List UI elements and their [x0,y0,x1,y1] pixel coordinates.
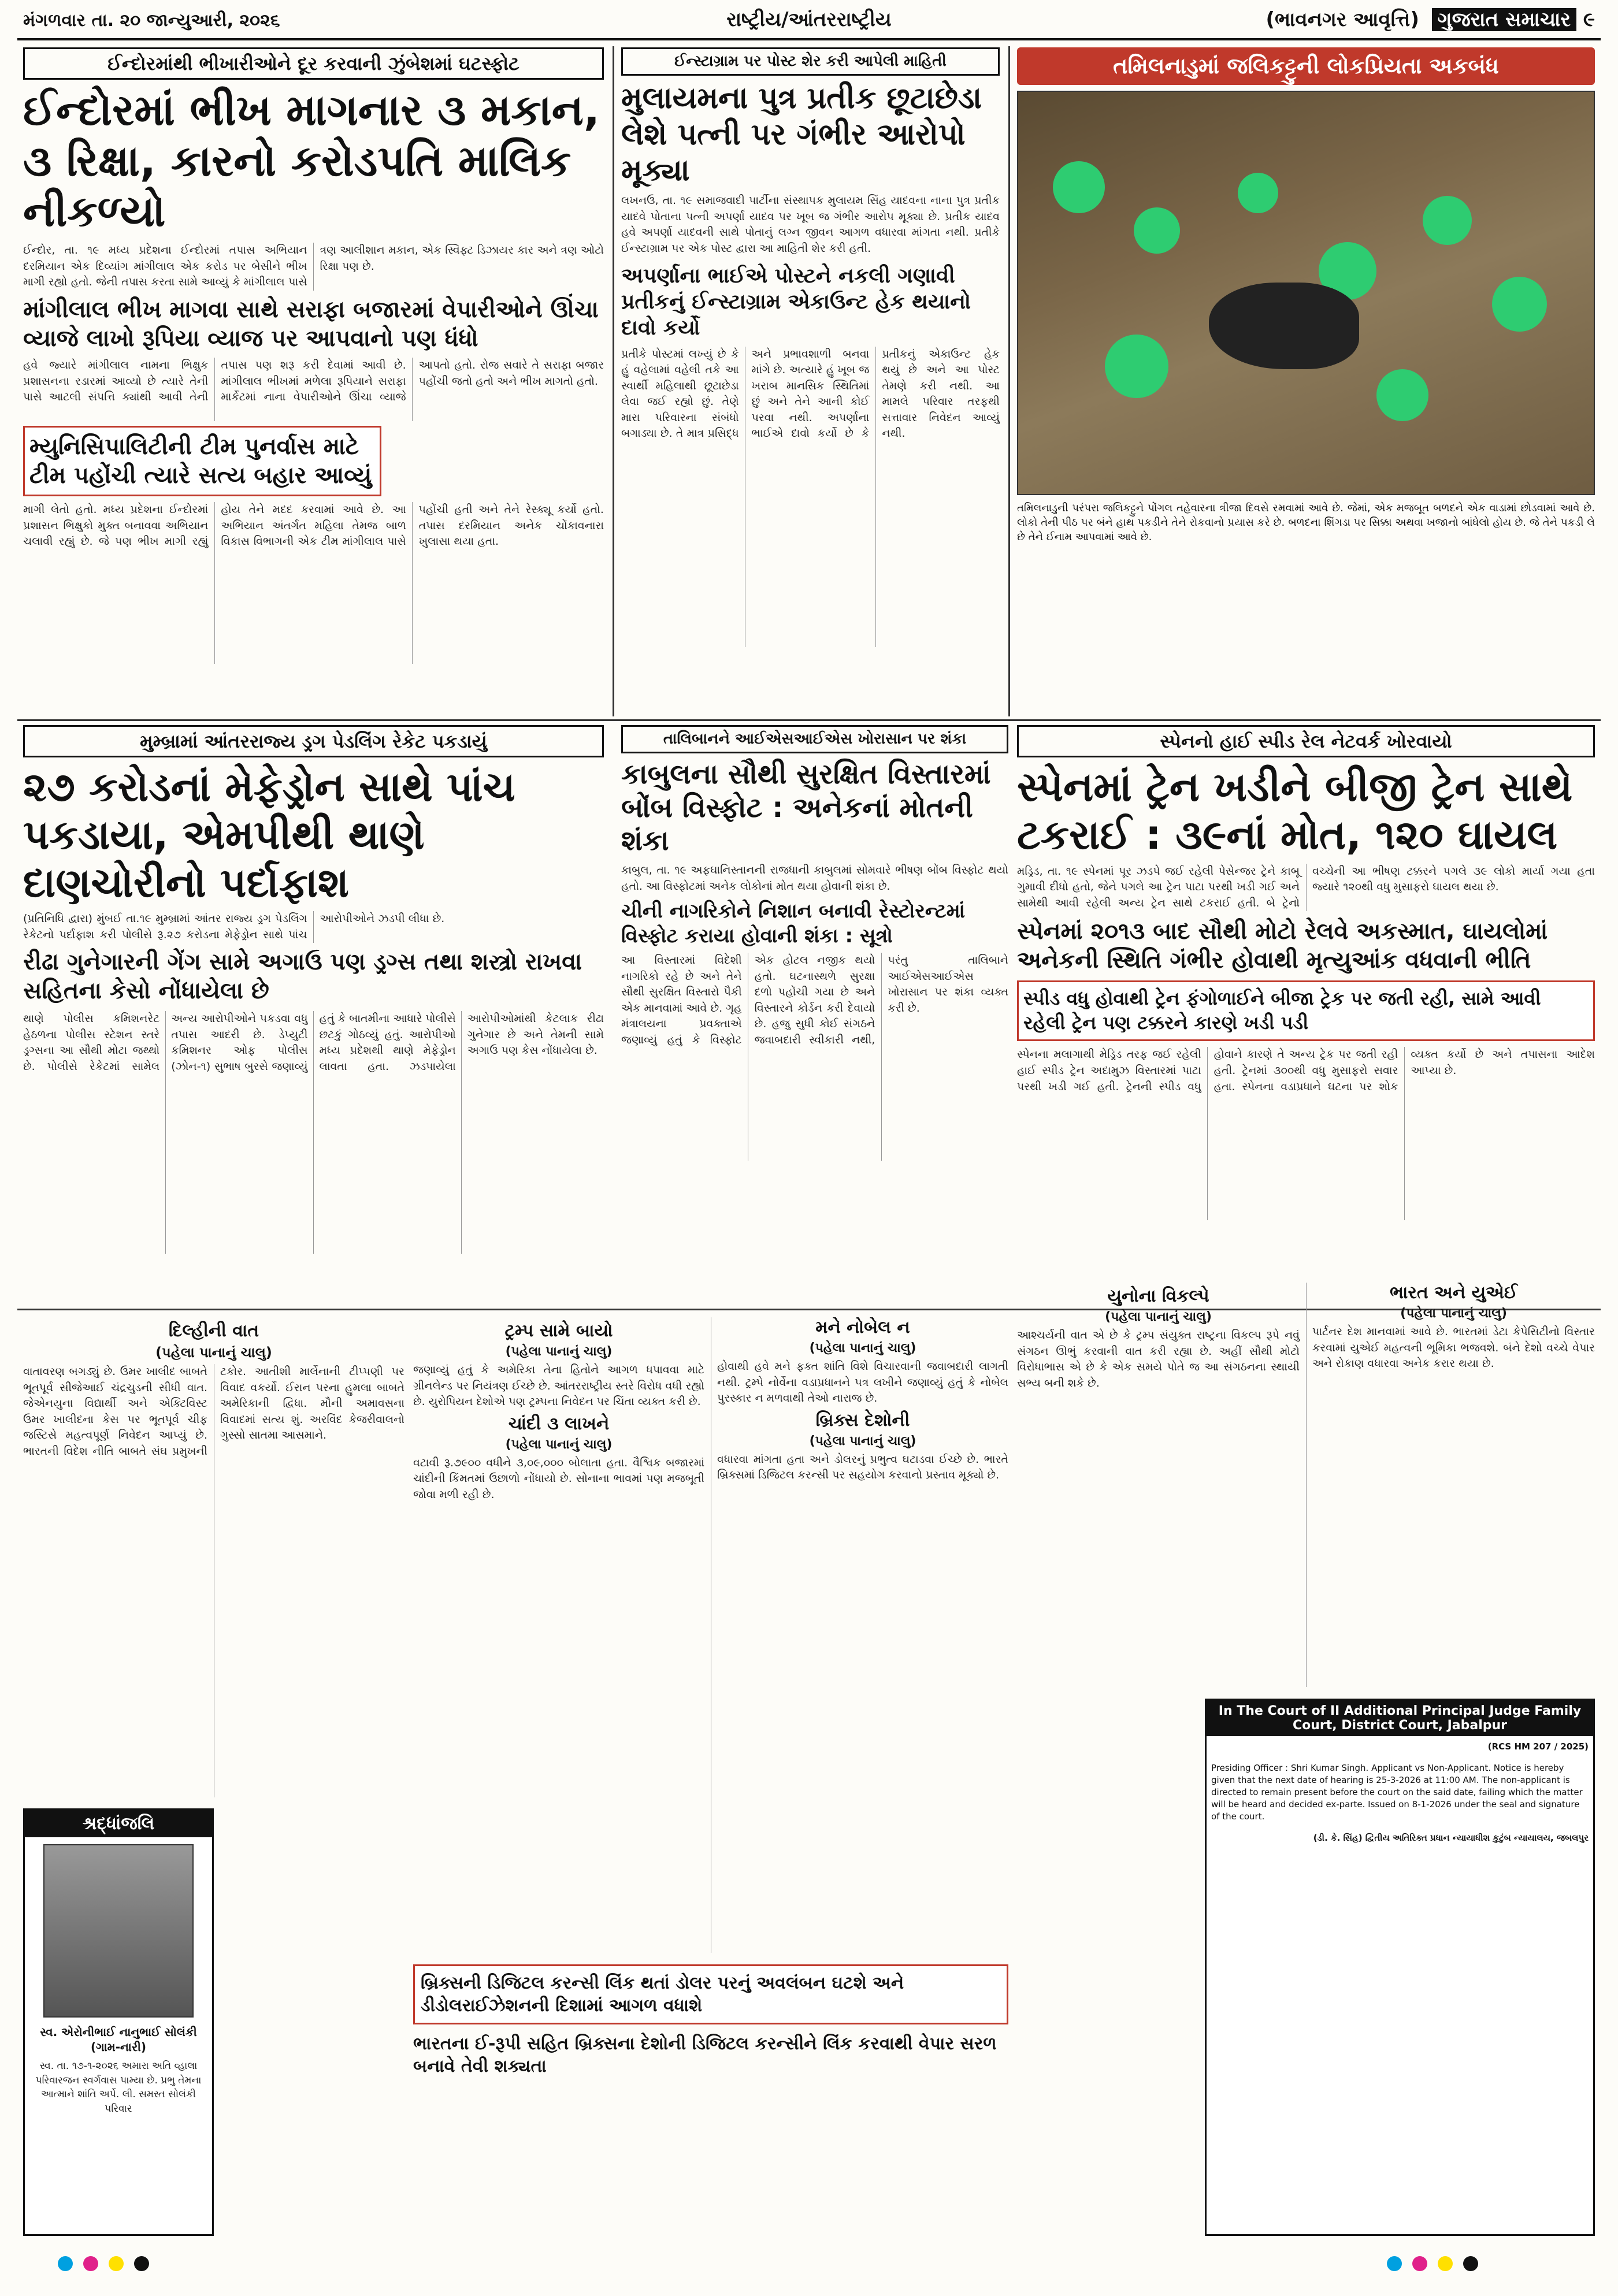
edition-label: (ભાવનગર આવૃત્તિ) [1266,8,1419,31]
delhi-tag: (પહેલા પાનાનું ચાલુ) [155,1344,272,1361]
continued-body: વટાવી રૂ.૭૯૦૦ વધીને ૩,૦૯,૦૦૦ બોલાતા હતા. વૈશ્વિક બજારમાં ચાંદીની કિંમતમાં ઉછાળો નોંધાયો છે. સોનાના ભાવમાં પણ મજબૂતી જોવા મળી રહી છે. [413,1456,704,1501]
delhi-body: વાતાવરણ બગડ્યું છે. ઉમર ખાલીદ બાબતે ભૂતપૂર્વ સીજેઆઈ ચંદ્રચુડની સીધી વાત. જેએનયુના વિદ્યાર્થી અને એક્ટિવિસ્ટ ઉમર ખાલીદના કેસ પર ભૂતપૂર્વ ચીફ જસ્ટિસે મહત્વપૂર્ણ નિવેદન આપ્યું છે. ભારતની વિદેશ નીતિ બાબતે સંઘ પ્રમુખની ટકોર. આતીશી માર્લેનાની ટીપ્પણી પર વિવાદ વકર્યો. ઈરાન પરના હુમલા બાબતે અમેરિકાની દ્વિધા. મૌની અમાવસના વિવાદમાં સત્ય શું. અરવિંદ કેજરીવાલનો ગુસ્સો સાતમા આસમાને. [23,1365,404,1458]
indore-subhead: માંગીલાલ ભીખ માગવા સાથે સરાફા બજારમાં વેપારીઓને ઊંચા વ્યાજે લાખો રૂપિયા વ્યાજ પર આપવાનો પણ ધંધો [23,296,599,352]
tribute-notice [23,1808,214,2236]
registration-marks [1387,2256,1478,2271]
kabul-story [621,725,1008,1303]
jallikattu-caption: તમિલનાડુની પરંપરા જલિકટ્ટુને પોંગલ તહેવારના ત્રીજા દિવસે રમવામાં આવે છે. જેમાં, એક મજબૂત બળદને એક વાડામાં છોડવામાં આવે છે. લોકો તેની પીઠ પર બંને હાથ પકડીને તેને રોકવાનો પ્રયાસ કરે છે. બળદના શિંગડા પર સિક્કા અથવા ખજાનો બાંધેલો હોય છે. જે તેને પકડી લે છે તેને ઈનામ આપવામાં આવે છે. [1017,502,1595,544]
continued-title: ટ્રમ્પ સામે બાયો [504,1321,613,1341]
header-rule [17,38,1601,40]
delhi-column [23,1317,404,1803]
spain-kicker: સ્પેનનો હાઈ સ્પીડ રેલ નેટવર્ક ખોરવાયો [1017,725,1595,757]
jallikattu-banner: તમિલનાડુમાં જલિકટ્ટુની લોકપ્રિયતા અકબંધ [1017,47,1595,85]
court-title: In The Court of II Additional Principal Judge Family Court, District Court, Jabalpur [1207,1700,1593,1736]
kabul-kicker: તાલિબાનને આઈએસઆઈએસ ખોરાસાન પર શંકા [621,725,1008,753]
continued-story [717,1410,1008,1484]
continued-title: ચાંદી ૩ લાખને [508,1413,610,1434]
indore-kicker: ઈન્દોરમાંથી ભીખારીઓને દૂર કરવાની ઝુંબેશમાં ઘટસ્ફોટ [23,47,604,80]
mulayam-body-2: પ્રતીકે પોસ્ટમાં લખ્યું છે કે હું વહેલામાં વહેલી તકે આ સ્વાર્થી મહિલાથી છૂટાછેડા લેવા જઈ રહ્યો છું. તેણે મારા પરિવારના સંબંધો બગાડ્યા છે. તે માત્ર પ્રસિદ્ધ અને પ્રભાવશાળી બનવા માંગે છે. અત્યારે હું ખૂબ જ ખરાબ માનસિક સ્થિતિમાં છું અને તેને આની કોઈ પરવા નથી. અપર્ણાના ભાઈએ દાવો કર્યો છે કે પ્રતીકનું એકાઉન્ટ હેક થયું છે અને આ પોસ્ટ તેમણે કરી નથી. આ મામલે પરિવાર તરફથી સત્તાવાર નિવેદન આવ્યું નથી. [621,347,1000,440]
indore-intro: ઈન્દોર, તા. ૧૯ મધ્ય પ્રદેશના ઈન્દોરમાં તપાસ અભિયાન દરમિયાન એક દિવ્યાંગ માંગીલાલ એક કરોડ પર બેસીને ભીખ માગી રહ્યો હતો. જેની તપાસ કરતા સામે આવ્યું કે માંગીલાલ પાસે ત્રણ આલીશાન મકાન, એક સ્વિફ્ટ ડિઝાયર કાર અને ત્રણ ઓટો રિક્ષા પણ છે. [23,244,604,289]
court-case: (RCS HM 207 / 2025) [1487,1741,1589,1752]
india-uae-story [1312,1283,1595,1372]
india-uae-tag: (પહેલા પાનાનું ચાલુ) [1400,1306,1507,1321]
jallikattu-feature [1017,47,1595,625]
court-notice [1205,1699,1595,2236]
section-title: રાષ્ટ્રીય/આંતરરાષ્ટ્રીય [726,8,892,31]
divider [1008,46,1010,716]
indore-story [23,47,604,712]
continued-story [413,1414,704,1503]
page-number: ૯ [1583,8,1595,31]
spain-story [1017,725,1595,1274]
mumbai-headline: ૨૭ કરોડનાં મેફેડ્રોન સાથે પાંચ પકડાયા, એમપીથી થાણે દાણચોરીનો પર્દાફાશ [23,763,515,906]
india-uae-title: ભારત અને યુએઈ [1389,1283,1518,1303]
brics-box: બ્રિક્સની ડિજિટલ કરન્સી લિંક થતાં ડોલર પરનું અવલંબન ઘટશે અને ડીડોલરાઈઝેશનની દિશામાં આગળ વધાશે [413,1964,1008,2024]
mumbai-story [23,725,604,1303]
continued-stories [413,1317,1008,2242]
brand-logo: ગુજરાત સમાચાર [1432,8,1576,31]
continued-story [717,1317,1008,1407]
tribute-portrait [43,1844,194,2018]
indore-body-2: માગી લેતો હતો. મધ્ય પ્રદેશના ઈન્દોરમાં પ્રશાસન ભિક્ષુકો મુક્ત બનાવવા અભિયાન ચલાવી રહ્યું છે. જે પણ ભીખ માગી રહ્યું હોય તેને મદદ કરવામાં આવે છે. આ અભિયાન અંતર્ગત મહિલા તેમજ બાળ વિકાસ વિભાગની એક ટીમ માંગીલાલ પાસે પહોંચી હતી અને તેને રેસ્ક્યૂ કર્યો હતો. તપાસ દરમિયાન અનેક ચોંકાવનારા ખુલાસા થયા હતા. [23,503,604,548]
bull-shape [1209,283,1359,369]
registration-marks [58,2256,149,2271]
right-continued [1017,1283,1595,1687]
continued-title: મને નોબેલ ન [815,1317,910,1338]
continued-body: હોવાથી હવે મને ફક્ત શાંતિ વિશે વિચારવાની જવાબદારી લાગતી નથી. ટ્રમ્પે નોર્વેના વડાપ્રધાનને પત્ર લખીને જણાવ્યું હતું કે નોબેલ પુરસ્કાર ન મળવાથી તેઓ નારાજ છે. [717,1360,1008,1405]
continued-story [413,1321,704,1410]
yunao-title: યુનોના વિકલ્પે [1107,1286,1209,1306]
kabul-body: આ વિસ્તારમાં વિદેશી નાગરિકો રહે છે અને તેને સૌથી સુરક્ષિત વિસ્તારો પૈકી એક માનવામાં આવે છે. ગૃહ મંત્રાલયના પ્રવક્તાએ જણાવ્યું હતું કે વિસ્ફોટ એક હોટલ નજીક થયો હતો. ઘટનાસ્થળે સુરક્ષા દળો પહોંચી ગયા છે અને વિસ્તારને કોર્ડન કરી દેવાયો છે. હજુ સુધી કોઈ સંગઠને જવાબદારી સ્વીકારી નથી, પરંતુ તાલિબાને આઈએસઆઈએસ ખોરાસાન પર શંકા વ્યક્ત કરી છે. [621,954,1008,1046]
kabul-subhead: ચીની નાગરિકોને નિશાન બનાવી રેસ્ટોરન્ટમાં વિસ્ફોટ કરાયા હોવાની શંકા : સૂત્રો [621,900,966,948]
india-uae-body: પાર્ટનર દેશ માનવામાં આવે છે. ભારતમાં ડેટા કેપેસિટીનો વિસ્તાર કરવામાં યુએઈ મહત્વની ભૂમિકા ભજવશે. બંને દેશો વચ્ચે વેપાર અને રોકાણ વધારવા અનેક કરાર થયા છે. [1312,1325,1595,1370]
spain-box: સ્પીડ વધુ હોવાથી ટ્રેન ફંગોળાઈને બીજા ટ્રેક પર જતી રહી, સામે આવી રહેલી ટ્રેન પણ ટક્કરને કારણે ખડી પડી [1017,980,1595,1041]
court-sign: (ડી. કે. સિંહ) દ્વિતીય અતિરિક્ત પ્રધાન ન્યાયાધીશ કુટુંબ ન્યાયાલય, જબલપુર [1313,1833,1589,1843]
continued-tag: (પહેલા પાનાનું ચાલુ) [809,1433,916,1448]
divider [613,46,614,716]
mulayam-story [621,47,1000,712]
mumbai-body: થાણે પોલીસ કમિશનરેટ હેઠળના પોલીસ સ્ટેશન સ્તરે ડ્રગ્સના આ સૌથી મોટા જથ્થો છે. પોલીસે રેકેટમાં સામેલ અન્ય આરોપીઓને પકડવા વધુ તપાસ આદરી છે. ડેપ્યુટી કમિશનર ઓફ પોલીસ (ઝોન-૧) સુભાષ બુરસે જણાવ્યું હતું કે બાતમીના આધારે પોલીસે છટકું ગોઠવ્યું હતું. આરોપીઓ મધ્ય પ્રદેશથી થાણે મેફેડ્રોન લાવતા હતા. ઝડપાયેલા આરોપીઓમાંથી કેટલાક રીઢા ગુનેગાર છે અને તેમની સામે અગાઉ પણ કેસ નોંધાયેલા છે. [23,1012,604,1073]
court-body: Presiding Officer : Shri Kumar Singh. Applicant vs Non-Applicant. Notice is hereby given that the next date of hearing is 25-3-2026 at 11:00 AM. The non-applicant is directed to remain present before the court on the said date, failing which the matter will be heard and decided ex-parte. Issued on 8-1-2026 under the seal and signature of the court. [1211,1763,1583,1822]
continued-body: જણાવ્યું હતું કે અમેરિકા તેના હિતોને આગળ ધપાવવા માટે ગ્રીનલેન્ડ પર નિયંત્રણ ઈચ્છે છે. આંતરરાષ્ટ્રીય સ્તરે વિરોધ વધી રહ્યો છે. યુરોપિયન દેશોએ પણ ટ્રમ્પના નિવેદન પર ચિંતા વ્યક્ત કરી છે. [413,1364,704,1409]
mulayam-body-1: લખનઉ, તા. ૧૯ સમાજવાદી પાર્ટીના સંસ્થાપક મુલાયમ સિંહ યાદવના નાના પુત્ર પ્રતીક યાદવે પોતાના પત્ની અપર્ણા યાદવ પર ખૂબ જ ગંભીર આરોપ મૂક્યા છે. પ્રતીક યાદવ હવે અપર્ણા યાદવની સાથે પોતાનું લગ્ન જીવન આગળ વધારવા માંગતા નથી. પ્રતીકે ઈન્સ્ટાગ્રામ પર એક પોસ્ટ દ્વારા આ માહિતી શેર કરી હતી. [621,194,1000,255]
mulayam-headline: મુલાયમના પુત્ર પ્રતીક છૂટાછેડા લેશે પત્ની પર ગંભીર આરોપો મૂક્યા [621,81,982,188]
issue-date: મંગળવાર તા. ૨૦ જાન્યુઆરી, ૨૦૨૬ [23,10,280,31]
mumbai-subhead: રીઢા ગુનેગારની ગેંગ સામે અગાઉ પણ ડ્રગ્સ તથા શસ્ત્રો રાખવા સહિતના કેસો નોંધાયેલા છે [23,949,582,1005]
mulayam-subhead: અપર્ણાના ભાઈએ પોસ્ટને નકલી ગણાવી પ્રતીકનું ઈન્સ્ટાગ્રામ એકાઉન્ટ હેક થયાનો દાવો કર્યો [621,263,971,340]
yunao-story [1017,1286,1300,1391]
masthead [1266,8,1595,31]
continued-tag: (પહેલા પાનાનું ચાલુ) [505,1437,613,1452]
kabul-intro: કાબુલ, તા. ૧૯ અફઘાનિસ્તાનની રાજધાની કાબુલમાં સોમવારે ભીષણ બોંબ વિસ્ફોટ થયો હતો. આ વિસ્ફોટમાં અનેક લોકોનાં મોત થયા હોવાની શંકા છે. [621,863,1008,893]
spain-body-1: મડ્રિડ, તા. ૧૯ સ્પેનમાં પૂર ઝડપે જઈ રહેલી પેસેન્જર ટ્રેને કાબૂ ગુમાવી દીધો હતો, જેને પગલે આ ટ્રેન પાટા પરથી ખડી ગઈ અને સામેથી આવી રહેલી અન્ય ટ્રેન સાથે ટકરાઈ હતી. બે ટ્રેનો વચ્ચેની આ ભીષણ ટક્કરને પગલે ૩૯ લોકો માર્યા ગયા હતા જ્યારે ૧૨૦થી વધુ મુસાફરો ઘાયલ થયા છે. [1017,864,1595,909]
mulayam-kicker: ઈન્સ્ટાગ્રામ પર પોસ્ટ શેર કરી આપેલી માહિતી [621,47,1000,76]
indore-headline: ઈન્દોરમાં ભીખ માગનાર ૩ મકાન, ૩ રિક્ષા, કારનો કરોડપતિ માલિક નીકળ્યો [23,86,600,237]
kabul-headline: કાબુલના સૌથી સુરક્ષિત વિસ્તારમાં બોંબ વિસ્ફોટ : અનેકનાં મોતની શંકા [621,758,991,857]
continued-body: વધારવા માંગતા હતા અને ડોલરનું પ્રભુત્વ ઘટાડવા ઈચ્છે છે. ભારતે બ્રિક્સમાં ડિજિટલ કરન્સી પર સહયોગ કરવાનો પ્રસ્તાવ મૂક્યો છે. [717,1452,1008,1482]
continued-title: બ્રિક્સ દેશોની [815,1410,910,1431]
tribute-text: સ્વ. તા. ૧૭-૧-૨૦૨૬ અમારા અતિ વ્હાલા પરિવારજન સ્વર્ગવાસ પામ્યા છે. પ્રભુ તેમના આત્માને શાંતિ અર્પે. લી. સમસ્ત સોલંકી પરિવાર [35,2060,202,2115]
spain-subhead: સ્પેનમાં ૨૦૧૩ બાદ સૌથી મોટો રેલવે અકસ્માત, ઘાયલોમાં અનેકની સ્થિતિ ગંભીર હોવાથી મૃત્યુઆંક વધવાની ભીતિ [1017,918,1548,974]
yunao-tag: (પહેલા પાનાનું ચાલુ) [1105,1310,1212,1324]
yunao-body: આશ્ચર્યની વાત એ છે કે ટ્રમ્પ સંયુક્ત રાષ્ટ્રના વિકલ્પ રૂપે નવું સંગઠન ઊભું કરવાની વાત કરી રહ્યા છે. અહીં સૌથી મોટો વિરોધાભાસ એ છે કે એક સમયે પોતે જ આ સંગઠનના સ્થાયી સભ્ય બની શકે છે. [1017,1329,1300,1390]
tribute-name: સ્વ. એરોનીભાઈ નાનુભાઈ સોલંકી (ગામ-નારી) [40,2025,197,2054]
mumbai-intro: (પ્રતિનિધિ દ્વારા) મુંબઈ તા.૧૯ મુમ્બ્રામાં આંતર રાજ્ય ડ્રગ પેડલિંગ રેકેટનો પર્દાફાશ કરી પોલીસે રૂ.૨૭ કરોડના મેફેડ્રોન સાથે પાંચ આરોપીઓને ઝડપી લીધા છે. [23,912,445,941]
spain-body-2: સ્પેનના મલાગાથી મેડ્રિડ તરફ જઈ રહેલી હાઈ સ્પીડ ટ્રેન અદામુઝ વિસ્તારમાં પાટા પરથી ખડી ગઈ હતી. ટ્રેનની સ્પીડ વધુ હોવાને કારણે તે અન્ય ટ્રેક પર જતી રહી હતી. ટ્રેનમાં ૩૦૦થી વધુ મુસાફરો સવાર હતા. સ્પેનના વડાપ્રધાને ઘટના પર શોક વ્યક્ત કર્યો છે અને તપાસના આદેશ આપ્યા છે. [1017,1048,1595,1093]
indore-box: મ્યુનિસિપાલિટીની ટીમ પુનર્વાસ માટે ટીમ પહોંચી ત્યારે સત્ય બહાર આવ્યું [23,426,381,496]
spain-headline: સ્પેનમાં ટ્રેન ખડીને બીજી ટ્રેન સાથે ટકરાઈ : ૩૯નાં મોત, ૧૨૦ ઘાયલ [1017,763,1573,859]
jallikattu-photo [1017,91,1595,495]
continued-tag: (પહેલા પાનાનું ચાલુ) [505,1344,613,1359]
indore-body-1: હવે જ્યારે માંગીલાલ નામના ભિક્ષુક પ્રશાસનના રડારમાં આવ્યો છે ત્યારે તેની પાસે આટલી સંપત્તિ ક્યાંથી આવી તેની તપાસ પણ શરૂ કરી દેવામાં આવી છે. માંગીલાલ ભીખમાં મળેલા રૂપિયાને સરાફા માર્કેટમાં નાના વેપારીઓને ઊંચા વ્યાજે આપતો હતો. રોજ સવારે તે સરાફા બજાર પહોંચી જતો હતો અને ભીખ માગતો હતો. [23,358,604,404]
tribute-title: શ્રદ્ધાંજલિ [25,1810,212,1837]
continued-tag: (પહેલા પાનાનું ચાલુ) [809,1341,916,1355]
brics-subhead: ભારતના ઈ-રૂપી સહિત બ્રિક્સના દેશોની ડિજિટલ કરન્સીને લિંક કરવાથી વેપાર સરળ બનાવે તેવી શક્યતા [413,2034,997,2076]
delhi-title: દિલ્હીની વાત [168,1321,259,1341]
divider [17,719,1601,721]
mumbai-kicker: મુમ્બ્રામાં આંતરરાજ્ય ડ્રગ પેડલિંગ રેકેટ પકડાયું [23,725,604,757]
